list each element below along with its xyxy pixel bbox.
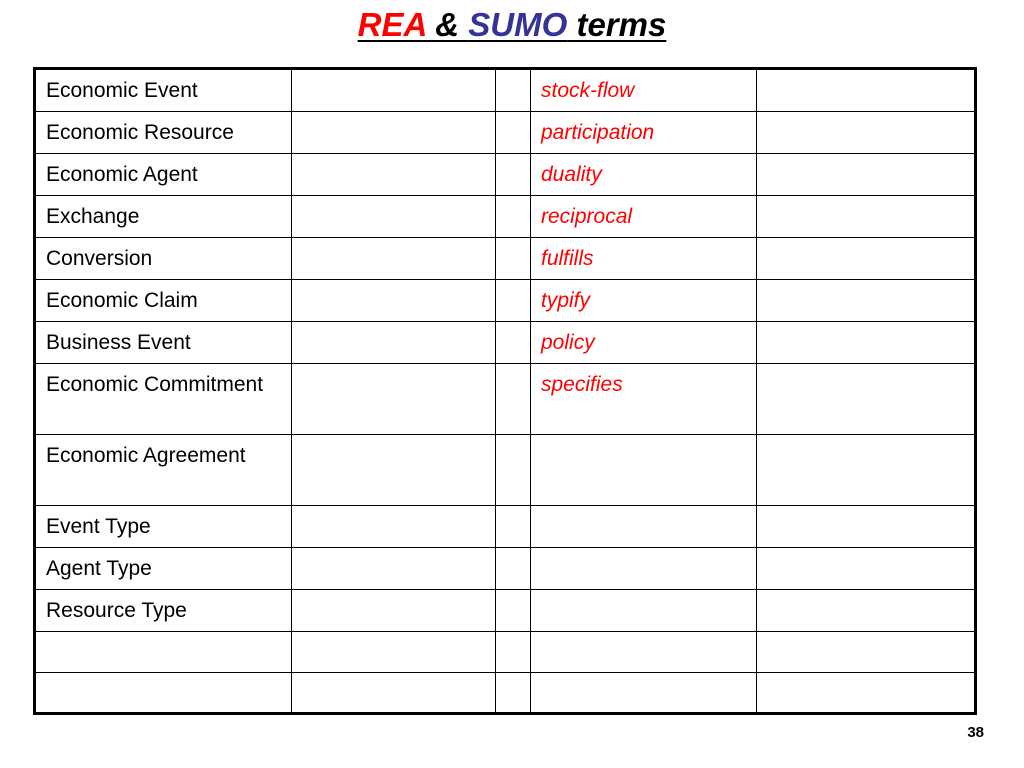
spacer-cell (496, 322, 531, 364)
rea-term-cell: Event Type (35, 506, 292, 548)
table-row (35, 112, 976, 154)
empty-cell (757, 364, 976, 435)
table-row (35, 322, 976, 364)
table-row (35, 69, 976, 112)
table-row (35, 590, 976, 632)
empty-cell (292, 69, 496, 112)
table-row (35, 280, 976, 322)
spacer-cell (496, 280, 531, 322)
sumo-term-cell: fulfills (531, 238, 757, 280)
spacer-cell (496, 435, 531, 506)
table-row (35, 673, 976, 714)
sumo-term-cell: participation (531, 112, 757, 154)
spacer-cell (496, 673, 531, 714)
empty-cell (292, 590, 496, 632)
sumo-term-cell: duality (531, 154, 757, 196)
sumo-term-cell (531, 673, 757, 714)
spacer-cell (496, 112, 531, 154)
table-row (35, 196, 976, 238)
rea-term-cell: Economic Agent (35, 154, 292, 196)
page-number: 38 (967, 724, 984, 741)
empty-cell (292, 632, 496, 673)
rea-term-cell: Business Event (35, 322, 292, 364)
spacer-cell (496, 196, 531, 238)
empty-cell (292, 238, 496, 280)
sumo-term-cell: typify (531, 280, 757, 322)
sumo-term-cell: reciprocal (531, 196, 757, 238)
empty-cell (292, 154, 496, 196)
title-sumo: SUMO (468, 6, 568, 43)
empty-cell (292, 435, 496, 506)
empty-cell (757, 69, 976, 112)
terms-table (33, 67, 977, 715)
spacer-cell (496, 364, 531, 435)
rea-term-cell: Resource Type (35, 590, 292, 632)
title-rea: REA (357, 6, 427, 43)
empty-cell (292, 364, 496, 435)
empty-cell (757, 435, 976, 506)
rea-term-cell: Exchange (35, 196, 292, 238)
empty-cell (757, 322, 976, 364)
rea-term-cell (35, 673, 292, 714)
spacer-cell (496, 69, 531, 112)
title-terms: terms (567, 6, 667, 43)
empty-cell (292, 548, 496, 590)
rea-term-cell: Economic Agreement (35, 435, 292, 506)
rea-term-cell: Economic Commitment (35, 364, 292, 435)
sumo-term-cell (531, 632, 757, 673)
spacer-cell (496, 590, 531, 632)
sumo-term-cell (531, 506, 757, 548)
empty-cell (757, 506, 976, 548)
table-row (35, 632, 976, 673)
empty-cell (292, 673, 496, 714)
empty-cell (757, 632, 976, 673)
rea-term-cell: Economic Event (35, 69, 292, 112)
empty-cell (292, 506, 496, 548)
sumo-term-cell: stock-flow (531, 69, 757, 112)
table-row (35, 548, 976, 590)
sumo-term-cell (531, 548, 757, 590)
empty-cell (757, 112, 976, 154)
empty-cell (292, 322, 496, 364)
empty-cell (292, 280, 496, 322)
title-ampersand: & (426, 6, 469, 43)
empty-cell (757, 590, 976, 632)
sumo-term-cell (531, 590, 757, 632)
rea-term-cell: Agent Type (35, 548, 292, 590)
sumo-term-cell (531, 435, 757, 506)
rea-term-cell: Conversion (35, 238, 292, 280)
table-row (35, 506, 976, 548)
table-row (35, 435, 976, 506)
empty-cell (757, 673, 976, 714)
empty-cell (757, 280, 976, 322)
rea-term-cell: Economic Claim (35, 280, 292, 322)
table-row (35, 364, 976, 435)
empty-cell (757, 154, 976, 196)
sumo-term-cell: specifies (531, 364, 757, 435)
spacer-cell (496, 154, 531, 196)
sumo-term-cell: policy (531, 322, 757, 364)
spacer-cell (496, 238, 531, 280)
empty-cell (757, 196, 976, 238)
empty-cell (292, 196, 496, 238)
empty-cell (757, 548, 976, 590)
spacer-cell (496, 506, 531, 548)
spacer-cell (496, 632, 531, 673)
rea-term-cell: Economic Resource (35, 112, 292, 154)
empty-cell (292, 112, 496, 154)
table-row (35, 154, 976, 196)
spacer-cell (496, 548, 531, 590)
table-row (35, 238, 976, 280)
empty-cell (757, 238, 976, 280)
page-title (0, 2, 1024, 48)
rea-term-cell (35, 632, 292, 673)
